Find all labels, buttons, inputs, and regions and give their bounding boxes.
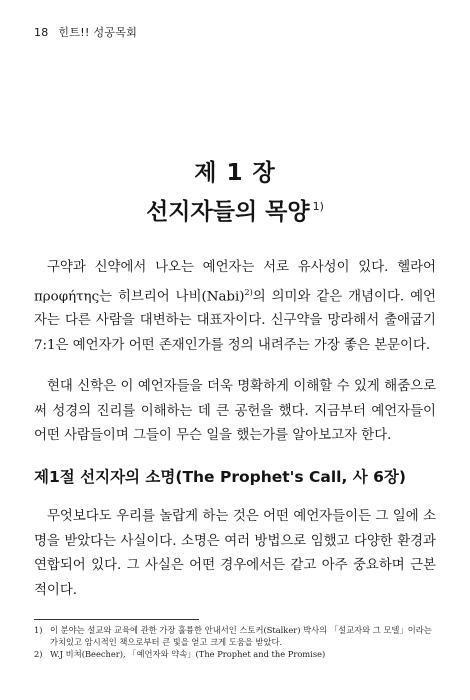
chapter-title: 선지자들의 목양 [146,199,310,225]
chapter-footnote-ref: 1) [312,200,324,213]
book-title: 힌트!! 성공목회 [58,26,138,39]
chapter-number: 제 1 장 [194,160,276,186]
paragraph-text-middle: 는 히브리어 나비(Nabi) [99,288,245,304]
footnote-divider [34,619,199,620]
footnote-text: W.J 비쳐(Beecher), 「예언자와 약속」(The Prophet and the Promise) [50,649,326,659]
modern-theology-text [34,375,436,449]
intro-text [34,256,436,358]
footnote-ref-2: 2) [244,287,253,297]
footnote-2 [34,648,436,660]
calling-text [34,505,436,603]
paragraph-modern-theology: 현대 신학은 이 예언자들을 더욱 명확하게 이해할 수 있게 해줌으로써 성경의 진리를 이해하는 데 큰 공헌을 했다. 지금부터 예언자들이 어떤 사람들이며 그들이 무슨 일을 했는가를 알아보고자 한다. [34,379,436,443]
page-number: 18 [34,26,49,39]
paragraph-prophet-definition [34,256,436,358]
paragraph-text-start: 구약과 신약에서 나오는 예언자는 서로 유사성이 있다. 헬라어 [47,260,436,275]
footnote-mark: 2) [34,649,43,659]
greek-word: προφήτης [34,288,100,304]
footnote-text: 이 분야는 설교와 교육에 관한 가장 훌륭한 안내서인 스토커(Stalker) 박사의 「설교자와 그 모델」이라는 가치있고 암시적인 책으로부터 큰 빛을 얻고 크게 도움을 받았다. [50,625,432,647]
running-header [34,24,137,40]
footnote-1 [34,624,436,648]
paragraph-text-end: 의 의미와 같은 개념이다. 예언자는 다른 사람을 대변하는 대표자이다. 신구약을 망라해서 출애굽기 7:1은 예언자가 어떤 존재인가를 정의 내려주는 가장 좋은 본문이다. [34,288,436,353]
chapter-title-line [0,192,470,227]
paragraph-calling: 무엇보다도 우리를 놀랍게 하는 것은 어떤 예언자들이든 그 일에 소명을 받았다는 사실이다. 소명은 여러 방법으로 임했고 다양한 환경과 연합되어 있다. 그 사실은 어떤 경우에서든 같고 아주 중요하며 근본적이다. [34,509,436,598]
section-heading: 제1절 선지자의 소명(The Prophet's Call, 사 6장) [34,468,406,486]
footnote-mark: 1) [34,625,43,635]
footnotes [34,624,436,660]
chapter-heading [0,158,470,227]
